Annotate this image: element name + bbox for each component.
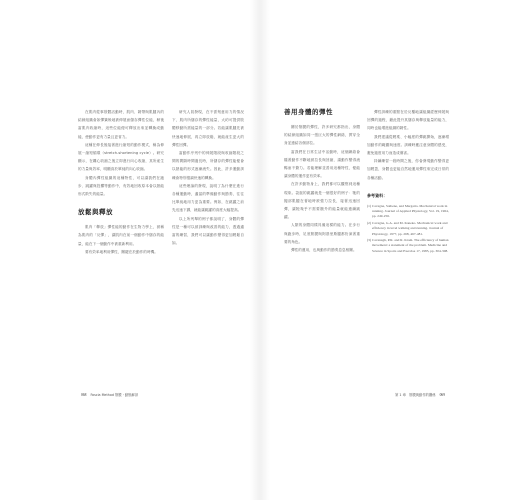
- paragraph: 研究人員發現，在不需刻意用力的情況下，肌肉所儲存的彈性能量，大約可提供肢體移動所需能量的一部分。若能讓肌腱先被快速地伸展，再立即放鬆，就能產生更大的彈性回彈。: [172, 110, 244, 147]
- paragraph: 這些理論的發現，說明了為什麼在進行各種運動時，適當的準備動作與節奏，往往比單純地用力更為重要。例如，在跳躍之前先迅速下蹲，就能讓跳躍的高度大幅提高。: [172, 183, 244, 213]
- page-number: 068: [81, 393, 87, 397]
- page-number: 069: [439, 393, 445, 397]
- paragraph: 當我們在日常生活中活動時，這個網絡會隨著動作不斷地被拉長與回縮，讓動作變得流暢而不費力。若能理解並善用這種特性，便能讓身體的運作更有效率。: [284, 149, 360, 179]
- left-page-footer: [78, 393, 138, 398]
- reference-item: (3) Cavanagh, P.R. and R. Kram. The efficiency of human movement: a statement of the problem. Medicine and Science in Sports and Exercise 17, 1985, pp. 304-308.: [367, 238, 449, 253]
- paragraph: 彈性訓練的重點在於反覆地讓組織經歷伸展與回彈的過程，藉此提升其儲存與釋放能量的能力，同時也能增進組織的韌性。: [367, 110, 449, 131]
- right-page-column-1: [284, 108, 360, 254]
- right-page: [260, 0, 520, 500]
- paragraph: 這種在伸長後接著進行縮短的動作模式，稱為伸展－縮短循環（stretch-shortening cycle）。研究顯示，在離心收縮之後立即進行向心收縮，其所產生的力量與效率，明顯高於單純的向心收縮。: [78, 142, 164, 172]
- paragraph: 肌肉「釋放」彈性能的動作在生物力學上，被稱為肌肉的「反彈」，讓肌肉在前一個動作中儲存的能量，能在下一個動作中被重新利用。: [78, 225, 164, 246]
- paragraph: 關於筋膜的彈性，許多研究都指出，身體的結締組織如同一張巨大的彈性網絡，貫穿全身並連結各個部位。: [284, 125, 360, 146]
- left-page-column-1: [78, 108, 164, 256]
- reference-item: (1) Cavagna, Saibene, and Margaria. Mechanical work in running. Journal of Applied Physiology, Vol. 19, 1964, pp. 249-256.: [367, 204, 449, 219]
- section-heading: 善用身體的彈性: [284, 108, 333, 116]
- paragraph: 身體內彈性組織的這種特性，可以讓我們在跑步、跳躍與投擲等動作中，有效地回收原本會以熱能形式散失的能量。: [78, 175, 164, 197]
- running-footer: 第 1 章 筋膜與動作的關係: [395, 393, 436, 397]
- paragraph: 以上所列舉的例子都說明了，身體的彈性是一種可以被訓練與改善的能力，透過適當的練習，我們可以讓動作變得更加輕鬆自如。: [172, 216, 244, 246]
- paragraph: 在許多動物身上，我們都可以觀察到這種現象。袋鼠的跳躍就是一個很好的例子：牠的腿部肌腱在著地時被強力拉長，接著迅速回彈，讓牠幾乎不需要額外的能量就能連續跳躍。: [284, 182, 360, 220]
- paragraph: 持續練習一段時間之後，你會發現動作變得更加輕盈，身體也更能自然地運用彈性來完成日常的各種活動。: [367, 159, 449, 180]
- paragraph: 我們建議從輕柔、小幅度的彈跳開始，逐漸增加動作的範圍與速度。訓練時應注意身體的感受，避免過度用力而造成傷害。: [367, 134, 449, 156]
- paragraph: 要有效率地利用彈性，關鍵在於動作的時機。: [85, 249, 158, 254]
- paragraph: 人類的身體同樣具備這樣的能力。在步行與跑步時，足底筋膜與阿基里斯腱都扮演著重要的角色。: [284, 223, 360, 244]
- paragraph: 在肌肉從事肢體活動時，肌肉、韌帶與肌腱內的結締組織會如彈簧般地被伸展而儲存彈性位能，稍後當肌肉收縮時，這些位能便可釋放出來並轉換成動能，使動作更有力量且更省力。: [78, 110, 164, 139]
- paragraph: 當動作序列中的伸展階段與收縮階段之間的間隔時間過長時，所儲存的彈性能便會以熱能的形式逐漸流失。因此，許多運動訓練會特別強調快速的轉換。: [172, 151, 244, 180]
- right-page-footer: [395, 393, 448, 398]
- paragraph: 彈性的運用，也與動作的節奏息息相關。: [291, 248, 357, 253]
- reference-item: (2) Cavagna, G.A. and M. Kaneko. Mechanical work and efficiency in level walking and running. Journal of Physiology, 1977, pp. 268, 467-481.: [367, 221, 448, 236]
- right-page-column-2: [367, 108, 449, 255]
- section-heading: 放鬆與釋放: [78, 208, 113, 217]
- running-footer: Fascia Method 筋膜・動態解剖: [90, 393, 139, 397]
- references-heading: 參考資料：: [367, 192, 388, 198]
- left-page-column-2: [172, 108, 244, 247]
